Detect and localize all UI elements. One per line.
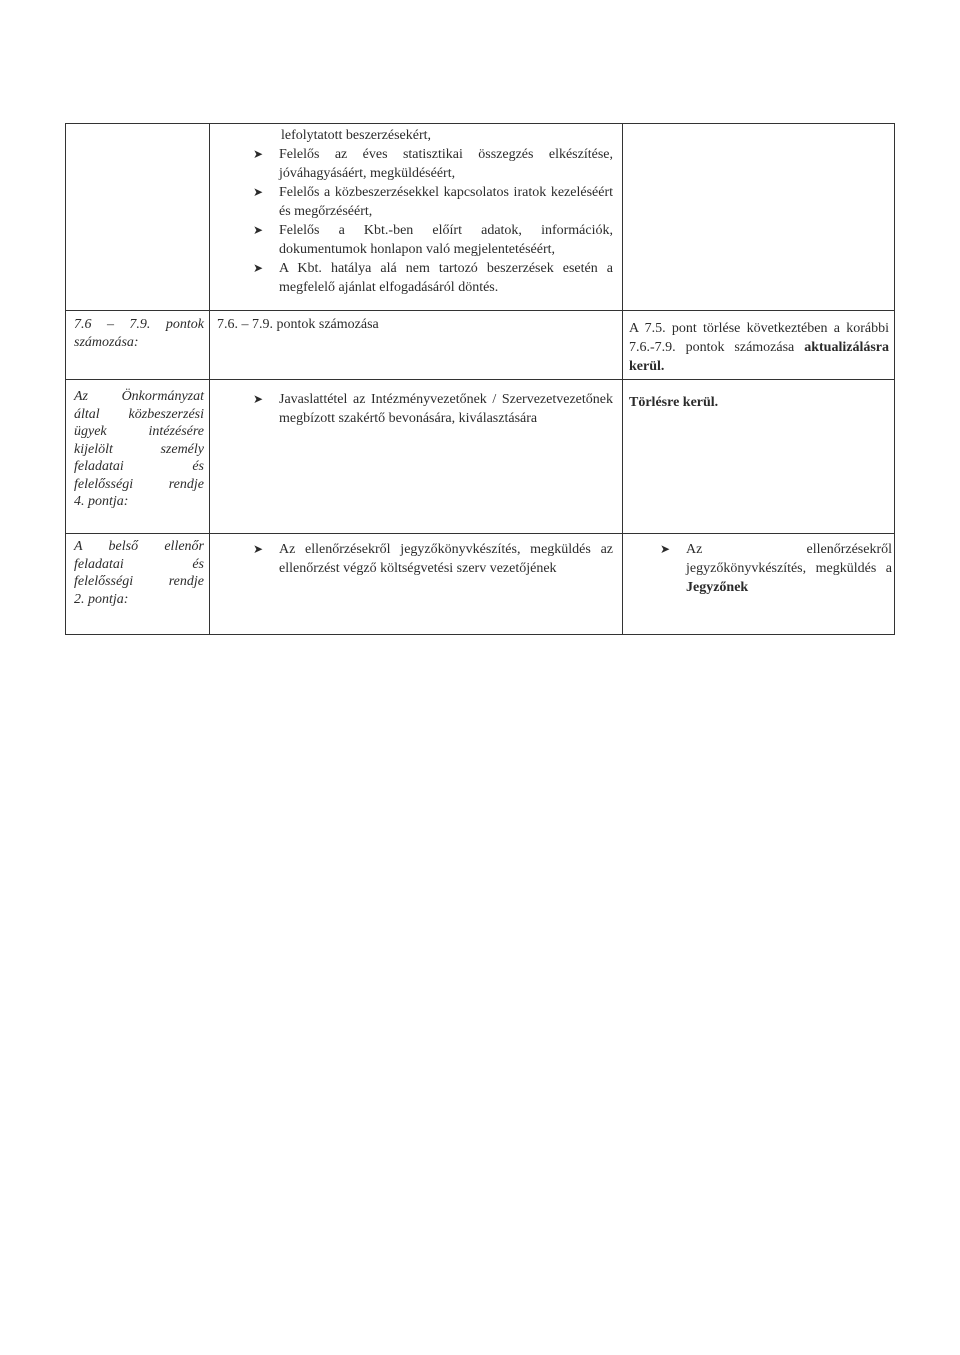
list-item: ➤ Felelős a Kbt.-ben előírt adatok, információk, dokumentumok honlapon való megjelentetéséért, [253,223,613,257]
row0-intro-text: lefolytatott beszerzésekért, [281,128,432,143]
list-item: ➤ Javaslattétel az Intézményvezetőnek / Szervezetvezetőnek megbízott szakértő bevonására, kiválasztására [253,392,613,426]
arrow-bullet-icon: ➤ [253,261,264,275]
list-item: ➤ A Kbt. hatálya alá nem tartozó beszerzések esetén a megfelelő ajánlat elfogadásáról döntés. [253,261,613,295]
row2-middle-cell [253,390,613,428]
arrow-bullet-icon: ➤ [253,223,264,237]
row0-bullet-list [253,145,613,297]
row1-middle-text: 7.6. – 7.9. pontok számozása [217,317,379,332]
row1-label-cell: 7.6 – 7.9. pontok számozása: [74,317,204,350]
arrow-bullet-icon: ➤ [253,392,264,406]
arrow-bullet-icon: ➤ [660,542,671,556]
list-item: ➤ Felelős az éves statisztikai összegzés elkészítése, jóváhagyásáért, megküldéséért, [253,147,613,181]
row3-right-bullet-list [660,540,892,597]
row1-right-text: A 7.5. pont törlése következtében a korábbi 7.6.-7.9. pontok számozása [629,321,889,355]
row2-bullet-list [253,390,613,428]
row2-label-cell: Az Önkormányzat által közbeszerzési ügyek intézésére kijelölt személy feladatai és felelősségi rendje 4. pontja: [74,389,204,509]
arrow-bullet-icon: ➤ [253,147,264,161]
row2-right-cell [629,394,889,412]
row2-right-bold-text: Törlésre kerül. [629,395,719,410]
row-divider-3 [66,533,894,534]
list-item: ➤ Az ellenőrzésekről jegyzőkönyvkészítés, megküldés a Jegyzőnek [660,542,892,595]
row1-right-bold-text: aktualizálásra kerül. [629,340,889,374]
arrow-bullet-icon: ➤ [253,542,264,556]
row3-bullet-list [253,540,613,578]
row0-middle-cell [253,126,613,297]
row-divider-2 [66,379,894,380]
row3-label-cell: A belső ellenőr feladatai és felelősségi rendje 2. pontja: [74,539,204,607]
list-item: ➤ Felelős a közbeszerzésekkel kapcsolatos iratok kezeléséért és megőrzéséért, [253,185,613,219]
row3-middle-cell [253,540,613,578]
arrow-bullet-icon: ➤ [253,185,264,199]
list-item: ➤ Az ellenőrzésekről jegyzőkönyvkészítés, megküldés az ellenőrzést végző költségvetési szerv vezetőjének [253,542,613,576]
row3-right-cell [660,540,892,597]
row1-middle-cell [217,316,612,334]
row-divider-1 [66,310,894,311]
amendment-table [65,123,895,635]
row1-right-cell [629,319,889,376]
